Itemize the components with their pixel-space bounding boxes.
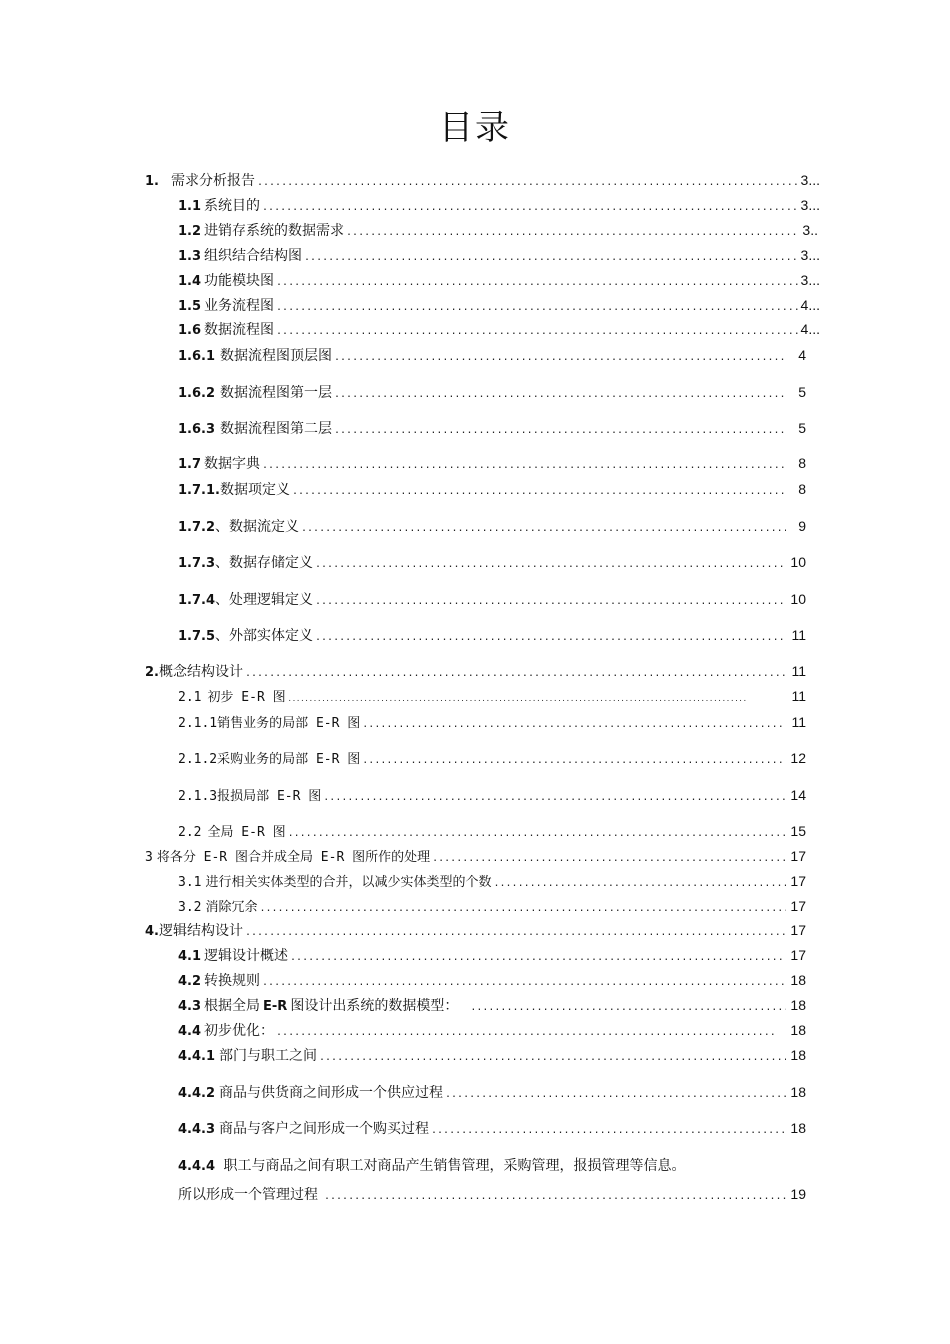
entry-page: 4... [800, 321, 820, 337]
entry-number: 2. [145, 665, 159, 680]
toc-entry[interactable] [178, 1118, 806, 1138]
entry-page: 17 [790, 848, 806, 864]
entry-label: 功能模块图 [204, 273, 275, 289]
entry-label: 采购业务的局部 E-R 图 [217, 752, 361, 767]
toc-entry[interactable] [178, 871, 806, 891]
toc-entry[interactable] [178, 453, 806, 473]
entry-page: 10 [790, 591, 806, 607]
entry-number: 1.6 [178, 323, 202, 338]
leader-dots [315, 592, 786, 612]
entry-page: 18 [790, 997, 806, 1013]
leader-dots [292, 482, 786, 502]
entry-page: 18 [790, 1084, 806, 1100]
leader-dots [276, 298, 799, 318]
entry-number: 3.1 [178, 875, 202, 890]
entry-page: 11 [791, 627, 806, 643]
entry-page: 8 [798, 481, 806, 497]
toc-entry[interactable] [178, 1184, 806, 1204]
toc-entry[interactable] [178, 245, 820, 265]
leader-dots [323, 788, 786, 808]
leader-dots [260, 899, 787, 919]
entry-page: 3... [800, 272, 820, 288]
entry-label: 转换规则 [204, 973, 261, 989]
entry-page: 15 [790, 823, 806, 839]
entry-label: 系统目的 [204, 198, 261, 214]
entry-page: 17 [790, 898, 806, 914]
toc-entry[interactable] [178, 295, 820, 315]
leader-dots [262, 456, 786, 476]
leader-dots [288, 689, 746, 709]
toc-entry[interactable] [178, 712, 806, 732]
entry-page: 14 [790, 787, 806, 803]
entry-page: 18 [790, 1120, 806, 1136]
entry-label: 数据流程图顶层图 [220, 348, 333, 364]
entry-number: 1.7.5 [178, 629, 216, 644]
leader-dots [445, 1085, 786, 1105]
entry-number: 1 [145, 174, 155, 189]
entry-page: 18 [790, 972, 806, 988]
entry-page: 11 [791, 714, 806, 730]
entry-label: 、外部实体定义 [215, 628, 314, 644]
entry-page: 3.. [802, 222, 818, 238]
entry-number: 4.2 [178, 974, 202, 989]
toc-entry[interactable] [178, 1082, 806, 1102]
entry-label: 数据流程图第一层 [220, 385, 333, 401]
toc-entry[interactable] [178, 345, 806, 365]
leader-dots [334, 348, 786, 368]
entry-number: 2.1.1 [178, 716, 218, 731]
toc-entry[interactable] [145, 846, 806, 866]
entry-label: 进销存系统的数据需求 [204, 223, 345, 239]
leader-dots [262, 973, 786, 993]
toc-entry[interactable] [178, 970, 806, 990]
entry-page: 17 [790, 947, 806, 963]
leader-dots [262, 198, 799, 218]
entry-number: 4.4.1 [178, 1049, 216, 1064]
leader-dots [431, 1121, 786, 1141]
toc-entry[interactable] [178, 195, 820, 215]
entry-label: 商品与客户之间形成一个购买过程 [219, 1121, 430, 1137]
leader-dots [245, 923, 786, 943]
entry-page: 5 [798, 420, 806, 436]
entry-number: 4.3 [178, 999, 202, 1014]
entry-page: 19 [790, 1186, 806, 1202]
toc-entry[interactable] [178, 382, 806, 402]
toc-entry[interactable] [178, 552, 806, 572]
toc-entry[interactable] [178, 686, 806, 706]
leader-dots [362, 751, 786, 771]
leader-dots [334, 385, 786, 405]
toc-entry[interactable] [178, 319, 820, 339]
entry-label: 职工与商品之间有职工对商品产生销售管理，采购管理，报损管理等信息。 [223, 1158, 686, 1174]
entry-page: 11 [791, 663, 806, 679]
entry-number: 1.2 [178, 224, 202, 239]
entry-label: 、数据存储定义 [215, 555, 314, 571]
entry-label: 数据项定义 [219, 482, 290, 498]
entry-label-bold: E-R [263, 999, 288, 1014]
toc-entry[interactable] [145, 920, 806, 940]
entry-label: 将各分 E-R 图合并成全局 E-R 图所作的处理 [156, 850, 431, 865]
leader-dots [304, 248, 799, 268]
entry-number: 1.6.2 [178, 386, 216, 401]
entry-number: 1.7 [178, 457, 202, 472]
entry-label: 根据全局 [204, 998, 261, 1014]
entry-number: 3 [145, 850, 153, 865]
entry-label: 概念结构设计 [158, 664, 243, 680]
entry-page: 12 [790, 750, 806, 766]
entry-number: 2.1.2 [178, 752, 218, 767]
entry-label: 消除冗余 [205, 900, 258, 915]
entry-number: 4.4.3 [178, 1122, 216, 1137]
toc-entry[interactable] [178, 1045, 806, 1065]
entry-label: 初步优化： [204, 1023, 275, 1039]
entry-number: 1.6.3 [178, 422, 216, 437]
entry-label: 需求分析报告 [171, 173, 255, 189]
entry-page: 8 [798, 455, 806, 471]
leader-dots [276, 322, 799, 342]
entry-label: 报损局部 E-R 图 [217, 789, 322, 804]
leader-dots [245, 664, 786, 684]
entry-page: 17 [790, 922, 806, 938]
toc-entry[interactable] [178, 270, 820, 290]
entry-page: 3... [800, 172, 820, 188]
leader-dots [276, 1023, 774, 1043]
leader-dots [319, 1048, 786, 1068]
entry-page: 10 [790, 554, 806, 570]
entry-page: 18 [790, 1022, 806, 1038]
leader-dots [288, 824, 786, 844]
entry-number: 4.4 [178, 1024, 202, 1039]
entry-label: 全局 E-R 图 [207, 825, 286, 840]
toc-entry[interactable] [145, 661, 806, 681]
entry-label: 部门与职工之间 [219, 1048, 318, 1064]
entry-number: 4.4.4 [178, 1159, 216, 1174]
entry-page: 9 [798, 518, 806, 534]
leader-dots [315, 628, 786, 648]
toc-entry[interactable] [178, 821, 806, 841]
toc-entry[interactable] [178, 785, 806, 805]
entry-page: 5 [798, 384, 806, 400]
entry-number: 4.4.2 [178, 1086, 216, 1101]
entry-label: 数据字典 [204, 456, 261, 472]
toc-entry[interactable] [178, 896, 806, 916]
toc-entry[interactable] [178, 625, 806, 645]
entry-label: 、数据流定义 [215, 519, 300, 535]
entry-label-continued: 所以形成一个管理过程 [178, 1187, 318, 1203]
toc-title: 目录 [439, 108, 511, 148]
entry-label: 进行相关实体类型的合并，以减少实体类型的个数 [205, 875, 492, 890]
leader-dots [334, 421, 786, 441]
leader-dots [290, 948, 786, 968]
entry-page: 18 [790, 1047, 806, 1063]
entry-label-tail: 图设计出系统的数据模型： [290, 998, 459, 1014]
entry-label: 数据流程图 [204, 322, 275, 338]
leader-dots [324, 1187, 786, 1207]
leader-dots [494, 874, 787, 894]
toc-entry[interactable] [145, 170, 820, 190]
entry-page: 11 [791, 688, 806, 704]
entry-page: 3... [800, 197, 820, 213]
entry-number: 2.1 [178, 690, 202, 705]
entry-number: 1.7.4 [178, 593, 216, 608]
toc-entry[interactable] [178, 479, 806, 499]
entry-number: 2.1.3 [178, 789, 218, 804]
leader-dots [470, 998, 786, 1018]
entry-number: 1.7.3 [178, 556, 216, 571]
entry-label: 业务流程图 [204, 298, 275, 314]
toc-entry[interactable] [178, 516, 806, 536]
entry-label: 销售业务的局部 E-R 图 [217, 716, 361, 731]
toc-entry[interactable] [178, 1020, 806, 1040]
entry-number: 1.3 [178, 249, 202, 264]
entry-page: 3... [800, 247, 820, 263]
entry-page: 4... [800, 297, 820, 313]
leader-dots [346, 223, 798, 243]
entry-label: 组织结合结构图 [204, 248, 303, 264]
entry-number: 4. [145, 924, 159, 939]
leader-dots [362, 715, 786, 735]
leader-dots [257, 173, 799, 193]
entry-label: 、处理逻辑定义 [215, 592, 314, 608]
toc-entry[interactable] [178, 589, 806, 609]
entry-label: 数据流程图第二层 [220, 421, 333, 437]
toc-entry-first-line[interactable] [178, 1155, 685, 1175]
entry-label: 逻辑结构设计 [158, 923, 243, 939]
entry-number: 1.4 [178, 274, 202, 289]
entry-number-separator: . [154, 174, 159, 189]
entry-number: 1.5 [178, 299, 202, 314]
entry-number: 3.2 [178, 900, 202, 915]
toc-entry[interactable] [178, 220, 818, 240]
entry-page: 17 [790, 873, 806, 889]
toc-entry[interactable] [178, 995, 806, 1015]
entry-number: 1.7.1. [178, 483, 220, 498]
entry-label: 逻辑设计概述 [204, 948, 289, 964]
entry-page: 4 [798, 347, 806, 363]
leader-dots [301, 519, 786, 539]
leader-dots [315, 555, 786, 575]
entry-number: 1.1 [178, 199, 202, 214]
toc-entry[interactable] [178, 748, 806, 768]
entry-label: 商品与供货商之间形成一个供应过程 [219, 1085, 444, 1101]
entry-number: 2.2 [178, 825, 202, 840]
leader-dots [276, 273, 799, 293]
entry-number: 4.1 [178, 949, 202, 964]
leader-dots [432, 849, 786, 869]
entry-number: 1.7.2 [178, 520, 216, 535]
toc-entry[interactable] [178, 418, 806, 438]
toc-entry[interactable] [178, 945, 806, 965]
entry-label: 初步 E-R 图 [207, 690, 286, 705]
entry-number: 1.6.1 [178, 349, 216, 364]
